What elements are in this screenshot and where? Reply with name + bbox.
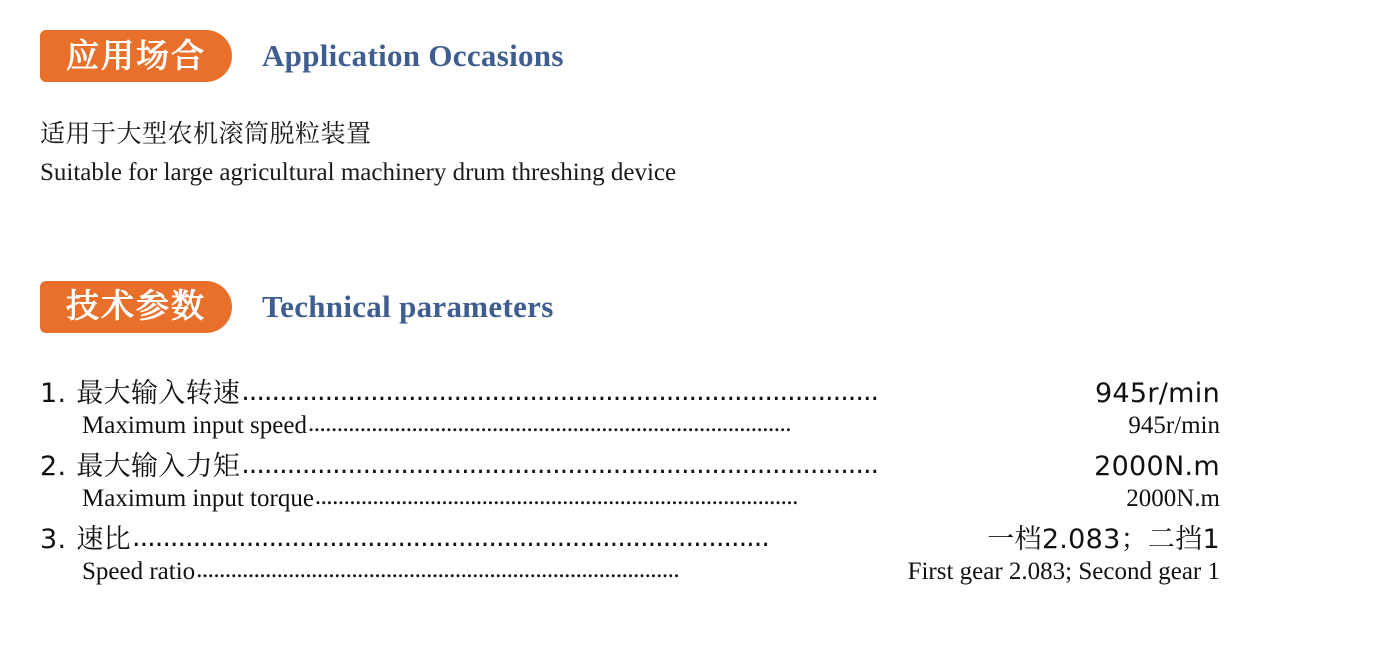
parameter-label-en: Maximum input torque xyxy=(82,484,314,512)
parameter-dot-leader: .................................................................................... xyxy=(241,375,879,407)
parameter-dot-leader: .................................................................................... xyxy=(196,555,680,583)
parameter-label-cn: 最大输入力矩 xyxy=(76,450,241,482)
section-tag-application-occasions xyxy=(40,30,232,82)
parameter-item xyxy=(40,444,1357,513)
parameter-row-en xyxy=(40,555,1220,586)
parameter-item xyxy=(40,371,1357,440)
parameter-label-cn: 速比 xyxy=(76,523,131,555)
application-occasions-body xyxy=(40,118,1357,189)
section-title-english: Technical parameters xyxy=(262,288,554,324)
section-header-application-occasions xyxy=(40,0,1357,82)
parameter-value-cn: 2000N.m xyxy=(1094,450,1220,482)
parameter-dot-leader: .................................................................................... xyxy=(241,448,879,480)
section-title-english: Application Occasions xyxy=(262,38,564,73)
parameter-row-en xyxy=(40,409,1220,440)
parameter-dot-leader: .................................................................................... xyxy=(314,482,798,510)
section-tag-label: 应用场合 xyxy=(66,35,206,75)
section-tag-label: 技术参数 xyxy=(66,286,206,325)
parameter-item xyxy=(40,517,1357,586)
parameter-label-en: Speed ratio xyxy=(82,557,196,585)
parameter-row-cn xyxy=(40,371,1220,410)
parameter-row-cn xyxy=(40,444,1220,483)
parameter-label-cn: 最大输入转速 xyxy=(76,377,241,409)
parameter-row-en xyxy=(40,482,1220,513)
parameter-row-cn xyxy=(40,517,1220,556)
parameter-value-en: First gear 2.083; Second gear 1 xyxy=(907,557,1220,585)
technical-parameters-list xyxy=(40,371,1357,586)
application-occasions-text-en: Suitable for large agricultural machinery drum threshing device xyxy=(40,159,677,187)
parameter-value-en: 2000N.m xyxy=(1126,484,1220,512)
section-header-technical-parameters xyxy=(40,281,1357,333)
parameter-label-en: Maximum input speed xyxy=(82,411,307,439)
parameter-dot-leader: .................................................................................... xyxy=(307,409,791,437)
parameter-value-cn: 945r/min xyxy=(1094,377,1220,409)
application-occasions-text-cn: 适用于大型农机滚筒脱粒装置 xyxy=(40,119,372,148)
parameter-index: 1. xyxy=(40,377,67,409)
parameter-dot-leader: .................................................................................... xyxy=(131,521,769,553)
parameter-index: 3. xyxy=(40,523,67,555)
parameter-index: 2. xyxy=(40,450,67,482)
parameter-value-en: 945r/min xyxy=(1128,411,1220,439)
section-tag-technical-parameters xyxy=(40,281,232,333)
parameter-value-cn: 一档2.083；二挡1 xyxy=(987,523,1220,555)
